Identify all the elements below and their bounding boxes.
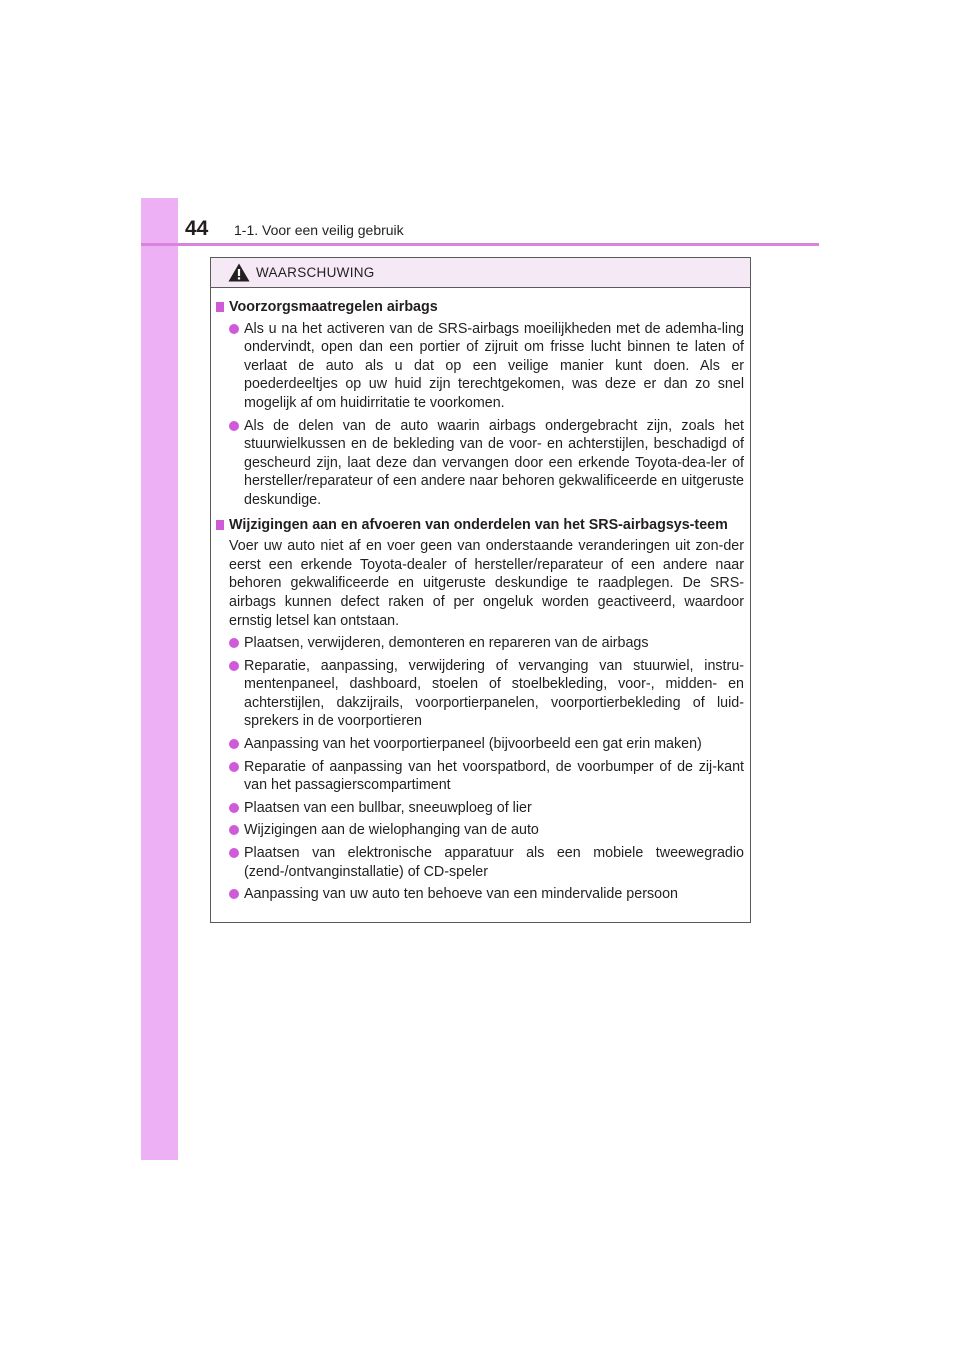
warning-content — [216, 298, 744, 908]
section-intro: Voer uw auto niet af en voer geen van onderstaande veranderingen uit zon-der eerst een erkende Toyota-dealer of hersteller/reparateur of een andere naar behoren gekwalificeerde en uitgeruste deskundige te raadplegen. De SRS-airbags kunnen defect raken of per ongeluk worden geactiveerd, waardoor ernstig letsel kan ontstaan. — [229, 538, 744, 629]
square-bullet-icon — [216, 302, 224, 312]
round-bullet-icon — [229, 803, 239, 813]
warning-box — [210, 257, 751, 923]
round-bullet-icon — [229, 739, 239, 749]
list-item — [216, 758, 744, 795]
side-color-band — [141, 198, 178, 1160]
list-item — [216, 885, 744, 904]
section-heading — [216, 516, 744, 535]
list-item-text: Plaatsen van elektronische apparatuur als een mobiele tweewegradio (zend-/ontvanginstallatie) of CD-speler — [244, 845, 744, 880]
list-item-text: Plaatsen, verwijderen, demonteren en repareren van de airbags — [244, 635, 649, 652]
list-item-text: Als de delen van de auto waarin airbags ondergebracht zijn, zoals het stuurwielkussen en de bekleding van de voor- en achterstijlen, beschadigd of gescheurd zijn, laat deze dan vervangen door een erkende Toyota-dea-ler of hersteller/reparateur of een andere naar behoren gekwalificeerde en uitgeruste deskundige. — [244, 417, 744, 508]
list-item-text: Aanpassing van het voorportierpaneel (bijvoorbeeld een gat erin maken) — [244, 736, 702, 753]
list-item — [216, 735, 744, 754]
list-item — [216, 844, 744, 881]
round-bullet-icon — [229, 661, 239, 671]
warning-header — [211, 258, 750, 288]
section-heading — [216, 298, 744, 317]
list-item-text: Wijzigingen aan de wielophanging van de auto — [244, 822, 539, 839]
list-item-text: Reparatie, aanpassing, verwijdering of vervanging van stuurwiel, instru-mentenpaneel, dashboard, stoelen of stoelbekleding, voor-, midden- en achterstijlen, dakzijrails, voorportierpanelen, voorportierbekleding of luid-sprekers in de voorportieren — [244, 657, 744, 730]
list-item — [216, 657, 744, 731]
section-heading-text: Voorzorgsmaatregelen airbags — [229, 299, 438, 315]
round-bullet-icon — [229, 889, 239, 899]
round-bullet-icon — [229, 421, 239, 431]
round-bullet-icon — [229, 825, 239, 835]
round-bullet-icon — [229, 848, 239, 858]
section-heading-text: Wijzigingen aan en afvoeren van onderdelen van het SRS-airbagsys-teem — [229, 516, 728, 533]
round-bullet-icon — [229, 762, 239, 772]
round-bullet-icon — [229, 638, 239, 648]
list-item — [216, 821, 744, 840]
list-item — [216, 320, 744, 413]
list-item — [216, 799, 744, 818]
header-rule — [141, 243, 819, 246]
warning-title: WAARSCHUWING — [256, 265, 375, 280]
list-item-text: Plaatsen van een bullbar, sneeuwploeg of lier — [244, 799, 532, 816]
page-number: 44 — [185, 217, 209, 240]
warning-triangle-icon — [228, 263, 250, 282]
round-bullet-icon — [229, 324, 239, 334]
square-bullet-icon — [216, 520, 224, 530]
list-item — [216, 634, 744, 653]
list-item-text: Als u na het activeren van de SRS-airbags moeilijkheden met de ademha-ling ondervindt, open dan een portier of zijruit om frisse lucht binnen te laten of verlaat de auto als u dat op een veilige manier kunt doen. Als er poederdeeltjes op uw huid zijn terechtgekomen, was deze er dan zo snel mogelijk af om huidirritatie te voorkomen. — [244, 320, 744, 411]
list-item — [216, 417, 744, 510]
list-item-text: Aanpassing van uw auto ten behoeve van een mindervalide persoon — [244, 886, 678, 903]
list-item-text: Reparatie of aanpassing van het voorspatbord, de voorbumper of de zij-kant van het passagierscompartiment — [244, 758, 744, 794]
section-title: 1-1. Voor een veilig gebruik — [234, 222, 404, 238]
